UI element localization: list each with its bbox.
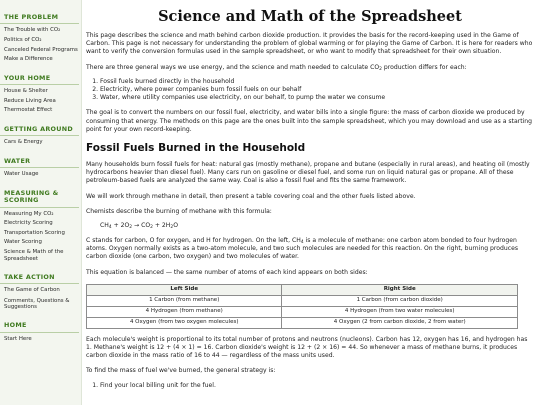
sidebar-link-transportation-scoring[interactable]: Transportation Scoring — [4, 229, 65, 236]
column-header-left-side: Left Side — [87, 284, 282, 295]
methane-plan-paragraph: We will work through methane in detail, then present a table covering coal and the other fuels listed above. — [86, 192, 416, 200]
intro-paragraph: This page describes the science and math behind carbon dioxide production. It provides the basis for the record-keeping used in the Game of Carbon. This page is not necessary for understanding the problem of global warming or for playing the Game of Carbon. It is here for readers who want to verify the conversion formulas used in the sample spreadsheet, or who want to modify that spreadsheet for their own situation. — [86, 32, 533, 56]
sidebar-heading: HOME — [0, 319, 79, 332]
strategy-paragraph: To find the mass of fuel we've burned, the general strategy is: — [86, 367, 276, 375]
sidebar-section-water — [0, 155, 81, 180]
sidebar-link-measuring-co2[interactable]: Measuring My CO₂ — [4, 210, 54, 217]
sidebar-heading: GETTING AROUND — [0, 123, 79, 136]
sidebar-link-house-shelter[interactable]: House & Shelter — [4, 88, 48, 95]
sidebar-section-getting-around — [0, 123, 81, 148]
sidebar-link-canceled-programs[interactable]: Canceled Federal Programs — [4, 46, 78, 53]
ch4-subscript: 4 — [300, 240, 304, 246]
sidebar-section-home — [0, 72, 81, 116]
sidebar-heading: WATER — [0, 155, 79, 168]
sidebar-link-thermostat-effect[interactable]: Thermostat Effect — [4, 107, 53, 114]
sidebar-link-comments[interactable]: Comments, Questions & Suggestions — [4, 297, 70, 311]
sidebar-link-politics-of-co2[interactable]: Politics of CO₂ — [4, 36, 42, 43]
sidebar-link-water-scoring[interactable]: Water Scoring — [4, 239, 42, 246]
sidebar-link-game-of-carbon[interactable]: The Game of Carbon — [4, 287, 60, 294]
table-cell: 1 Carbon (from methane) — [87, 295, 282, 306]
chemistry-intro-paragraph: Chemists describe the burning of methane with this formula: — [86, 207, 272, 215]
formula-part: → CO — [132, 222, 151, 230]
sidebar-heading: TAKE ACTION — [0, 271, 79, 284]
table-cell: 4 Hydrogen (from two water molecules) — [282, 306, 518, 317]
sidebar-heading: YOUR HOME — [0, 72, 79, 85]
energy-ways-list — [100, 78, 534, 103]
formula-subscript: 2 — [150, 225, 153, 231]
sidebar-link-start-here[interactable]: Start Here — [4, 335, 32, 342]
list-item: 2. Electricity, where power companies burn fossil fuels on our behalf — [100, 86, 534, 94]
molecular-weights-paragraph: Each molecule's weight is proportional to its total number of protons and neutrons (nucleons). Carbon has 12, oxygen has 16, and hydrogen has 1. Methane's weight is 12 + (4 × 1) = 16. Carbon dioxide's weight is 12 + (2 × 16) = 44. So whenever a mass of methane burns, it produces carbon dioxide in the mass ratio of 16 to 44 — regardless of the mass units used. — [86, 335, 528, 360]
fuels-paragraph: Many households burn fossil fuels for heat: natural gas (mostly methane), propane and butane (especially in rural areas), and heating oil (mostly hydrocarbons heavier than diesel fuel). Many cars run on gasoline or diesel fuel, and some run on liquid natural gas or propane. All of these petroleum-based fuels are analyzed the same way. Coal is also a fossil fuel and fits the same framework. — [86, 161, 530, 185]
strategy-steps-list — [100, 382, 534, 390]
formula-part: + 2O — [111, 222, 130, 230]
formula-part: CH — [100, 222, 109, 230]
sidebar-link-science-math[interactable]: Science & Math of the Spreadsheet — [4, 249, 64, 262]
list-item: 3. Water, where utility companies use electricity, on our behalf, to pump the water we consume — [100, 94, 534, 102]
page-title: Science and Math of the Spreadsheet — [158, 8, 462, 25]
sidebar-heading: THE PROBLEM — [0, 11, 79, 24]
sidebar-section-home-link — [0, 319, 81, 344]
energy-ways-paragraph — [86, 64, 534, 72]
sidebar-link-trouble-with-co2[interactable]: The Trouble with CO₂ — [4, 27, 61, 34]
main-content — [86, 0, 534, 405]
balanced-paragraph: This equation is balanced — the same number of atoms of each kind appears on both sides: — [86, 268, 368, 276]
list-item: 1. Find your local billing unit for the fuel. — [100, 382, 534, 390]
table-row — [87, 317, 518, 328]
methane-combustion-formula — [100, 222, 534, 230]
formula-part: + 2H — [152, 222, 171, 230]
sidebar-link-electricity-scoring[interactable]: Electricity Scoring — [4, 220, 53, 227]
sidebar-section-problem — [0, 11, 81, 65]
table-cell: 4 Oxygen (from two oxygen molecules) — [87, 317, 282, 328]
table-row — [87, 295, 518, 306]
formula-part: O — [173, 222, 178, 230]
formula-explanation-paragraph — [86, 237, 534, 262]
formula-subscript: 2 — [129, 225, 133, 231]
table-header-row — [87, 284, 518, 295]
co2-subscript: 2 — [379, 66, 382, 72]
sidebar-nav — [0, 0, 82, 405]
list-item: 1. Fossil fuels burned directly in the household — [100, 78, 534, 86]
formula-subscript: 2 — [170, 225, 174, 231]
formula-subscript: 4 — [108, 225, 112, 231]
section-heading-fossil-fuels: Fossil Fuels Burned in the Household — [86, 142, 306, 155]
sidebar-link-make-a-difference[interactable]: Make a Difference — [4, 56, 53, 63]
explanation-text-end: is a molecule of methane: one carbon atom bonded to four hydrogen atoms. Oxygen normally exists as a two-atom molecule, and two such molecules are needed for this reaction. On the right, burning produces carbon dioxide (one carbon, two oxygen) and two molecules of water. — [86, 237, 519, 261]
sidebar-section-measuring — [0, 187, 81, 264]
sidebar-link-cars-energy[interactable]: Cars & Energy — [4, 139, 43, 146]
table-cell: 4 Hydrogen (from methane) — [87, 306, 282, 317]
sidebar-link-reduce-living-area[interactable]: Reduce Living Area — [4, 97, 56, 104]
column-header-right-side: Right Side — [282, 284, 518, 295]
sidebar-section-take-action — [0, 271, 81, 312]
energy-ways-text-end: production differs for each: — [381, 63, 467, 71]
table-row — [87, 306, 518, 317]
table-cell: 1 Carbon (from carbon dioxide) — [282, 295, 518, 306]
table-cell: 4 Oxygen (2 from carbon dioxide, 2 from water) — [282, 317, 518, 328]
energy-ways-text: There are three general ways we use energy, and the science and math needed to calculate CO — [86, 63, 380, 71]
explanation-text: C stands for carbon, O for oxygen, and H for hydrogen. On the left, CH — [86, 237, 301, 245]
sidebar-heading: MEASURING & SCORING — [0, 187, 79, 208]
sidebar-link-water-usage[interactable]: Water Usage — [4, 171, 39, 178]
atom-balance-table — [86, 284, 518, 329]
goal-paragraph: The goal is to convert the numbers on our fossil fuel, electricity, and water bills into a single figure: the mass of carbon dioxide we produced by consuming that energy. The methods on this page are the ones built into the sample spreadsheet, which you may download and use as a starting point for your own record-keeping. — [86, 109, 533, 133]
